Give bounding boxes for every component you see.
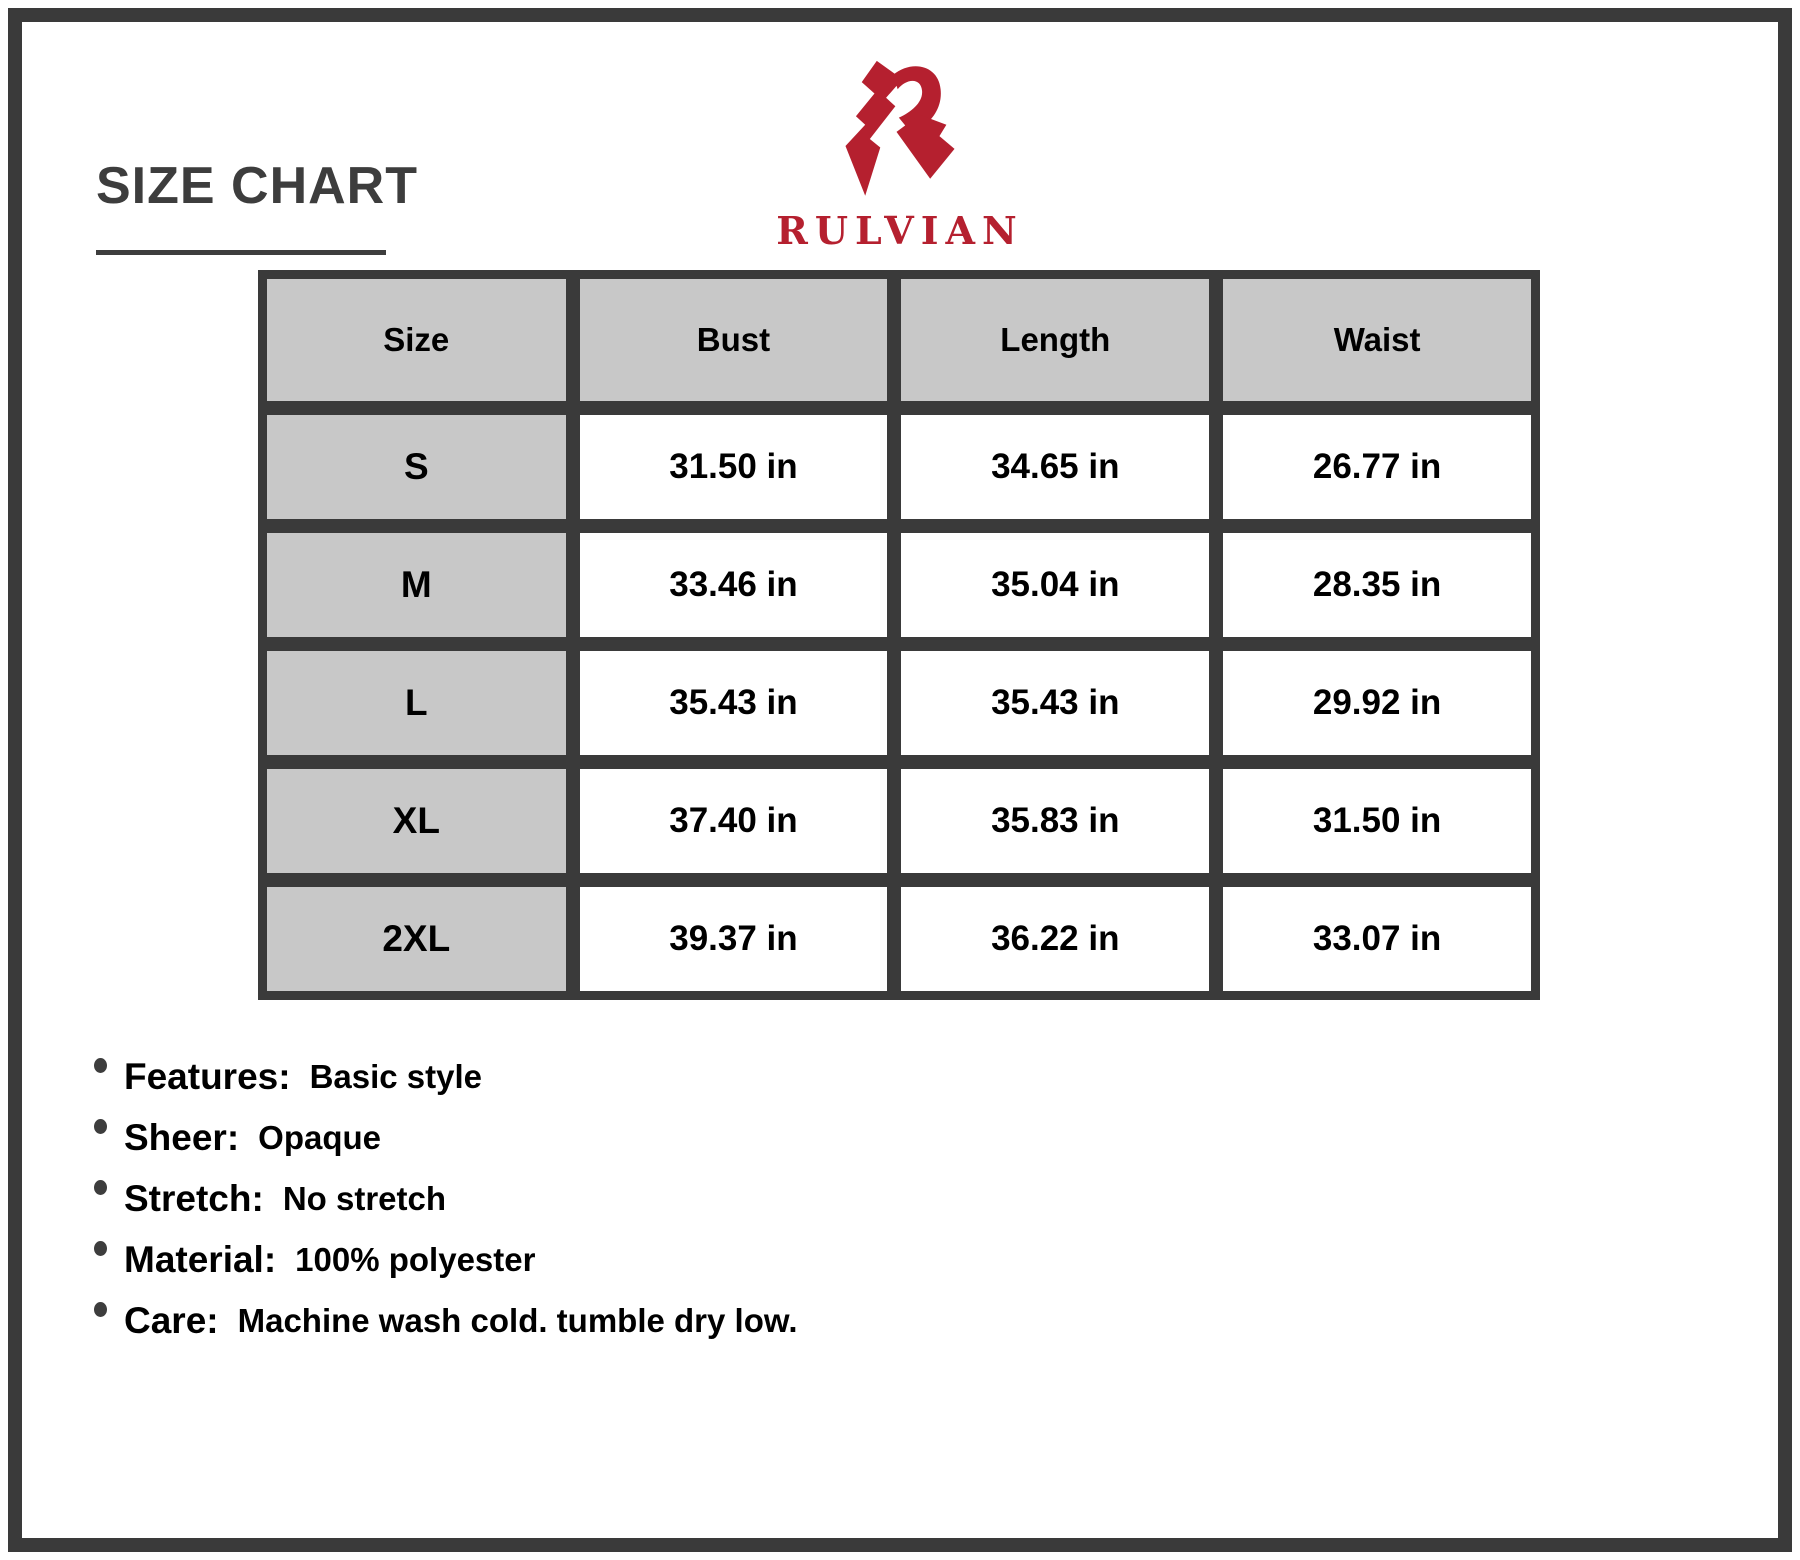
size-label: L — [267, 651, 566, 755]
detail-stretch — [94, 1168, 797, 1229]
bullet-icon — [94, 1241, 107, 1256]
column-header-length: Length — [901, 279, 1209, 401]
waist-value: 31.50 in — [1223, 769, 1531, 873]
column-header-bust: Bust — [580, 279, 888, 401]
detail-label: Features: — [124, 1056, 291, 1097]
length-value: 35.04 in — [901, 533, 1209, 637]
detail-value: Basic style — [309, 1058, 483, 1095]
column-header-size: Size — [267, 279, 566, 401]
detail-material — [94, 1229, 797, 1290]
waist-value: 29.92 in — [1223, 651, 1531, 755]
waist-value: 28.35 in — [1223, 533, 1531, 637]
brand-logo — [0, 58, 1800, 253]
bust-value: 37.40 in — [580, 769, 888, 873]
detail-label: Material: — [124, 1239, 277, 1280]
length-value: 35.83 in — [901, 769, 1209, 873]
detail-label: Sheer: — [124, 1117, 240, 1158]
detail-care — [94, 1290, 797, 1351]
length-value: 36.22 in — [901, 887, 1209, 991]
bust-value: 35.43 in — [580, 651, 888, 755]
length-value: 35.43 in — [901, 651, 1209, 755]
bullet-icon — [94, 1302, 107, 1317]
size-label: S — [267, 415, 566, 519]
length-value: 34.65 in — [901, 415, 1209, 519]
detail-label: Care: — [124, 1300, 219, 1341]
detail-label: Stretch: — [124, 1178, 264, 1219]
detail-sheer — [94, 1107, 797, 1168]
waist-value: 26.77 in — [1223, 415, 1531, 519]
product-details-list — [94, 1046, 797, 1351]
detail-value: 100% polyester — [295, 1241, 536, 1278]
size-chart-table — [258, 270, 1540, 1000]
detail-value: Machine wash cold. tumble dry low. — [237, 1302, 798, 1339]
bust-value: 31.50 in — [580, 415, 888, 519]
bullet-icon — [94, 1119, 107, 1134]
size-label: XL — [267, 769, 566, 873]
bullet-icon — [94, 1058, 107, 1073]
bullet-icon — [94, 1180, 107, 1195]
page-title: SIZE CHART — [96, 157, 418, 215]
detail-value: Opaque — [258, 1119, 382, 1156]
detail-value: No stretch — [282, 1180, 447, 1217]
rulvian-r-logo-icon — [842, 58, 958, 200]
size-label: M — [267, 533, 566, 637]
waist-value: 33.07 in — [1223, 887, 1531, 991]
brand-name: RULVIAN — [776, 208, 1024, 253]
column-header-waist: Waist — [1223, 279, 1531, 401]
bust-value: 39.37 in — [580, 887, 888, 991]
size-label: 2XL — [267, 887, 566, 991]
detail-features — [94, 1046, 797, 1107]
bust-value: 33.46 in — [580, 533, 888, 637]
